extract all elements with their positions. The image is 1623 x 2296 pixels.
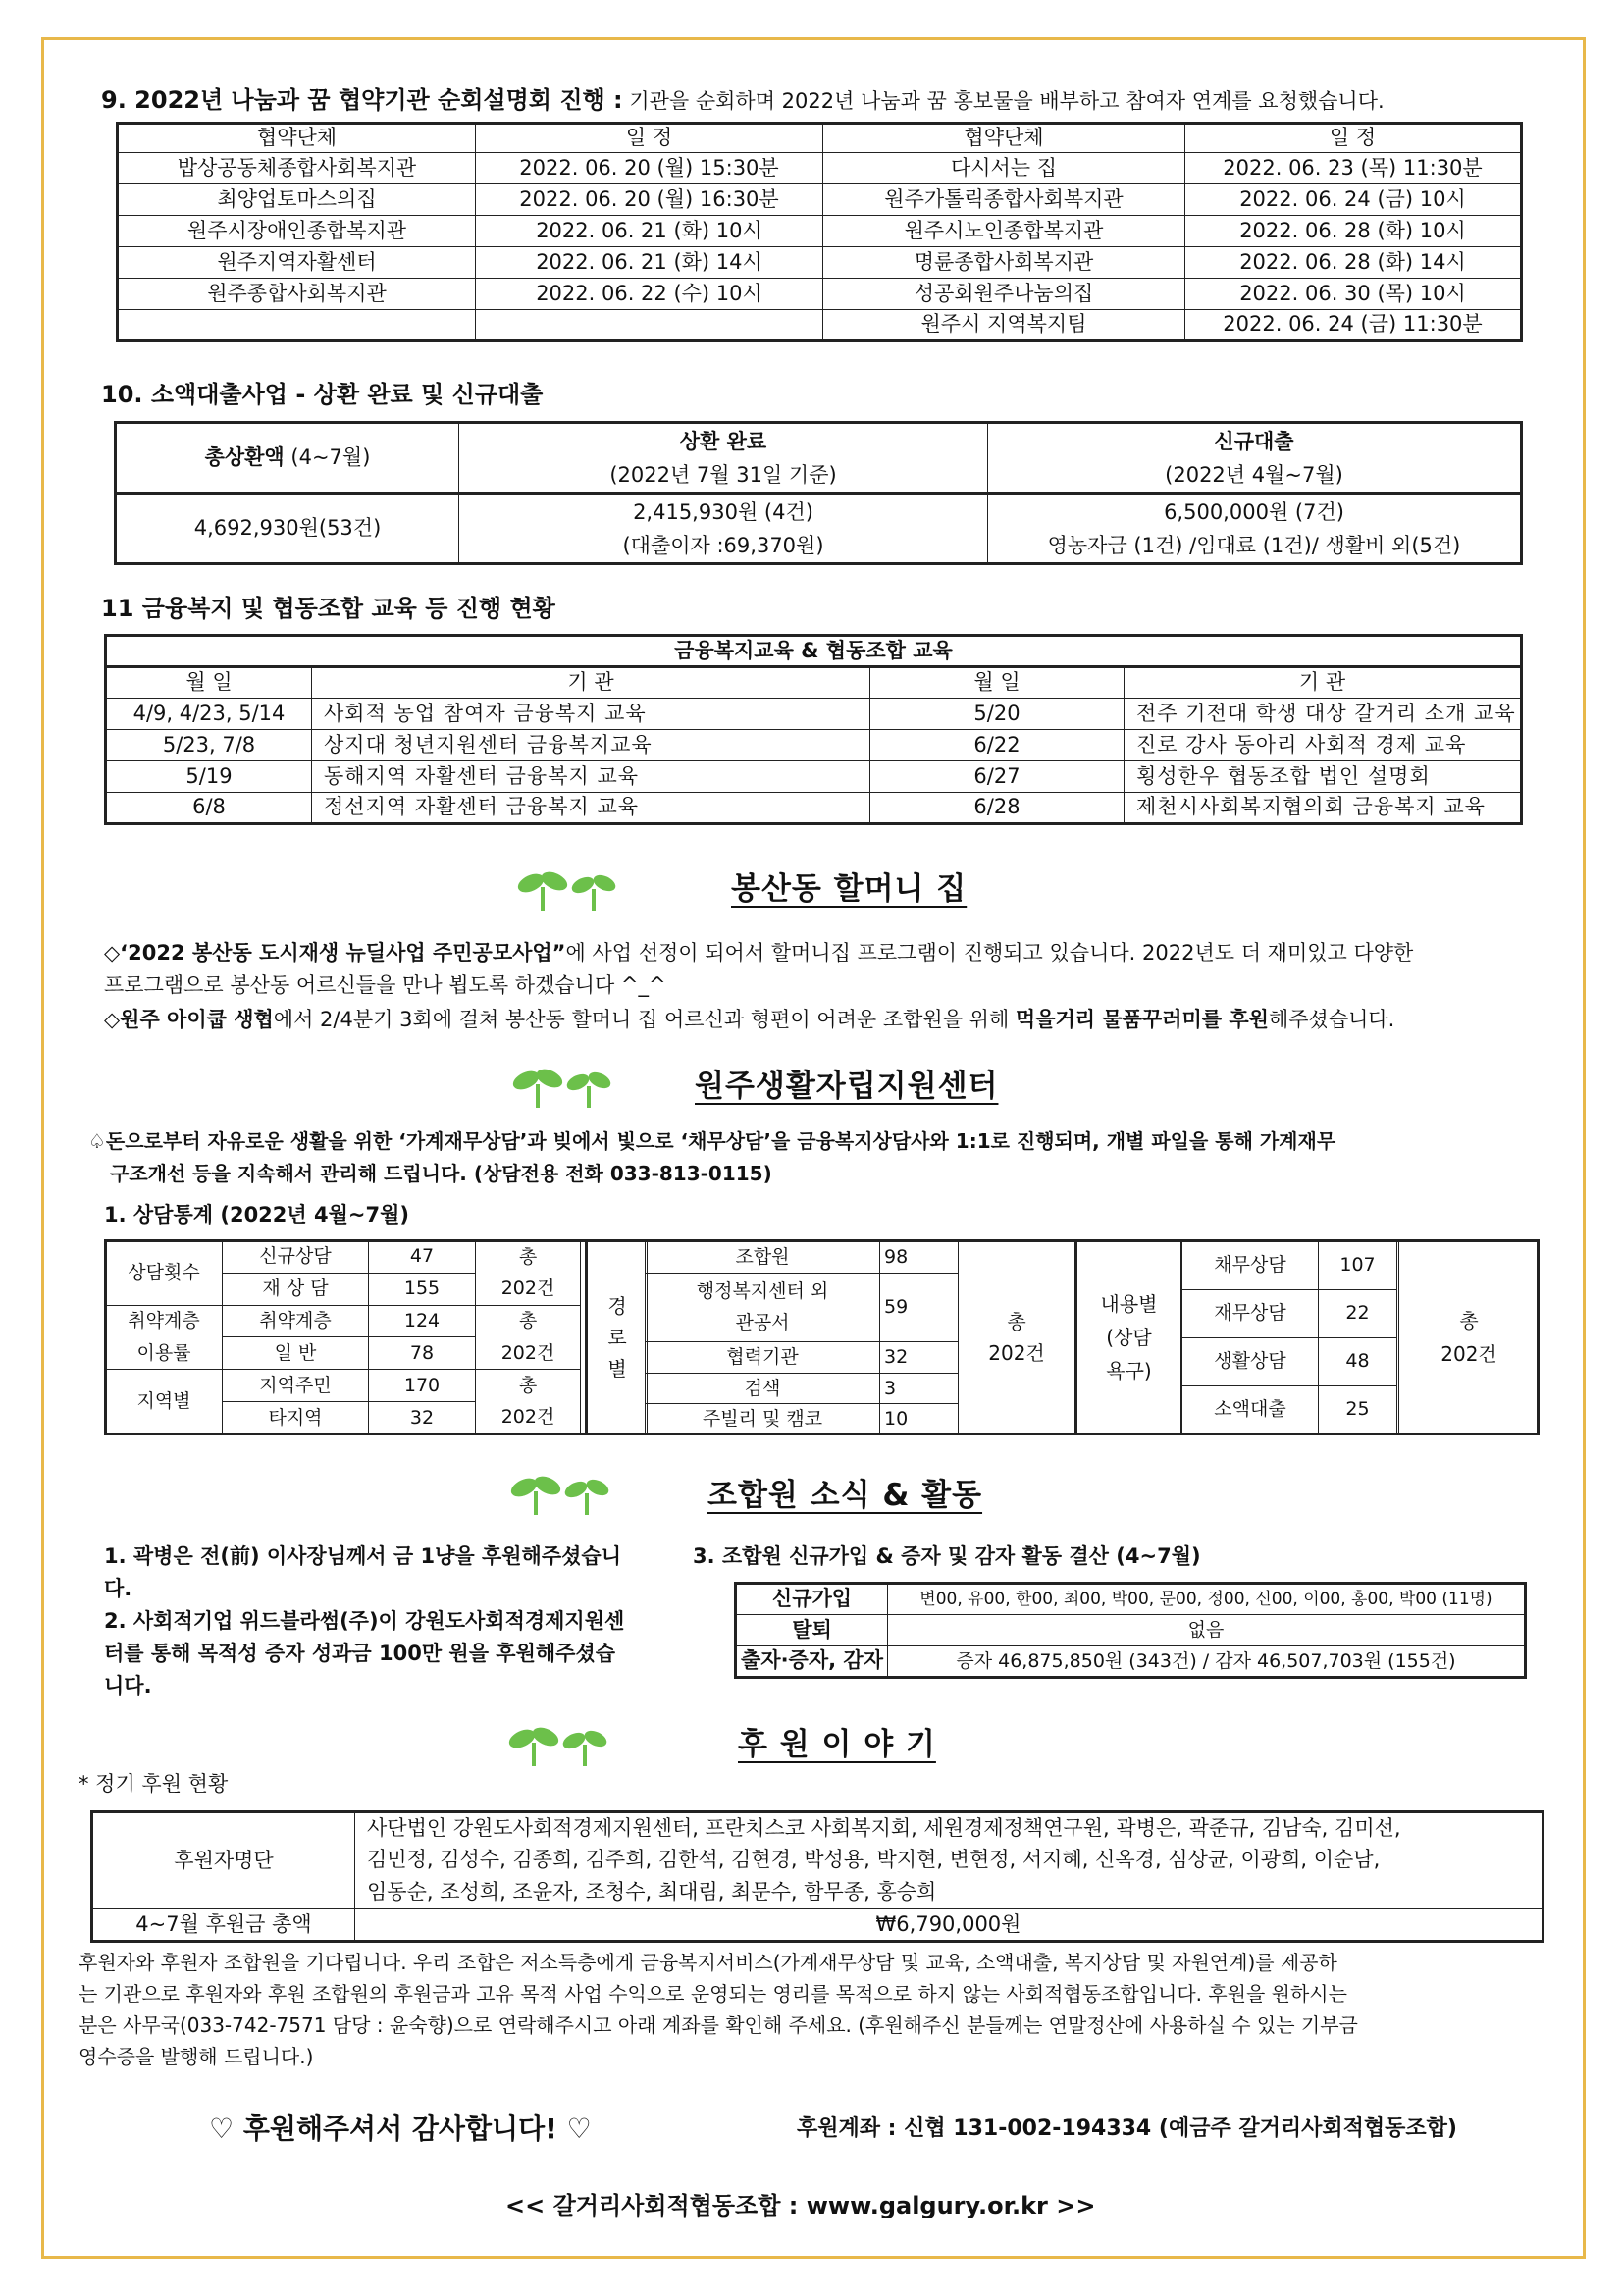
table-cell: 원주시장애인종합복지관: [118, 216, 476, 247]
table-cell: 원주지역자활센터: [118, 247, 476, 279]
table-cell: 2022. 06. 28 (화) 10시: [1185, 216, 1522, 247]
donor-line: 사단법인 강원도사회적경제지원센터, 프란치스코 사회복지회, 세원경제정책연구원, 곽병은, 곽준규, 김남숙, 김미선,: [355, 1812, 1544, 1845]
table-cell: 소액대출: [1182, 1385, 1319, 1434]
table-cell: 25: [1319, 1385, 1397, 1434]
table-cell: 검색: [646, 1374, 880, 1404]
table-cell: 2022. 06. 28 (화) 14시: [1185, 247, 1522, 279]
education-table: [104, 634, 1523, 825]
section-9-heading: 9. 2022년 나눔과 꿈 협약기관 순회설명회 진행 :: [101, 86, 623, 114]
table-cell: 6/8: [106, 793, 312, 824]
table-cell: 없음: [887, 1615, 1525, 1646]
repayment-label: 상환 완료: [679, 429, 767, 453]
group-label: 취약계층: [106, 1305, 223, 1337]
col-header: 월 일: [870, 667, 1125, 699]
total-value: 202건: [476, 1402, 581, 1434]
member-activity-title: 3. 조합원 신규가입 & 증자 및 감자 활동 결산 (4~7월): [693, 1544, 1201, 1568]
table-cell: 4/9, 4/23, 5/14: [106, 699, 312, 730]
support-heading: 후 원 이 야 기: [738, 1727, 936, 1762]
content-total: [1398, 1241, 1539, 1434]
members-heading: 조합원 소식 & 활동: [707, 1478, 983, 1513]
section-9-desc: 기관을 순회하며 2022년 나눔과 꿈 홍보물을 배부하고 참여자 연계를 요청했습니다.: [622, 89, 1385, 113]
table-cell: 3: [880, 1374, 959, 1404]
table-cell: 원주가톨릭종합사회복지관: [823, 184, 1185, 216]
food-package: 먹을거리 물품꾸러미를 후원: [1015, 1008, 1269, 1031]
table-cell: 155: [369, 1273, 476, 1305]
table-cell: 98: [880, 1241, 959, 1274]
route-group-label: [585, 1241, 648, 1434]
new-loan-header: [988, 423, 1522, 494]
col-header: 월 일: [106, 667, 312, 699]
table-cell: 5/23, 7/8: [106, 730, 312, 761]
total-value: 202건: [988, 1341, 1045, 1365]
table-cell: 2022. 06. 20 (월) 16:30분: [476, 184, 823, 216]
table-cell: 타지역: [223, 1402, 369, 1434]
agency-briefing-table: [116, 122, 1523, 342]
table-cell: 59: [880, 1274, 959, 1341]
col-header: 일 정: [476, 124, 823, 153]
news-line: 다.: [104, 1577, 132, 1600]
repayment-values: [459, 494, 988, 564]
table-cell: 횡성한우 협동조합 법인 설명회: [1125, 761, 1522, 793]
table-cell: [476, 310, 823, 341]
table-cell: 최양업토마스의집: [118, 184, 476, 216]
total-value: 202건: [1440, 1342, 1497, 1366]
table-cell: 동해지역 자활센터 금융복지 교육: [312, 761, 870, 793]
footer-website: << 갈거리사회적협동조합 : www.galgury.or.kr >>: [505, 2192, 1096, 2219]
center-intro-line-2: 구조개선 등을 지속해서 관리해 드립니다. (상담전용 전화 033-813-0115): [110, 1162, 772, 1185]
section-11-heading: 11 금융복지 및 협동조합 교육 등 진행 현황: [101, 595, 555, 622]
total-label: 총: [476, 1370, 581, 1402]
member-news: [104, 1540, 693, 1702]
table-cell: 5/19: [106, 761, 312, 793]
appeal-line: 영수증을 발행해 드립니다.): [79, 2045, 314, 2068]
section-9-title: [101, 80, 1385, 115]
table-cell: 재 상 담: [223, 1273, 369, 1305]
total-repayment-value: 4,692,930원(53건): [116, 494, 459, 564]
table-cell: 성공회원주나눔의집: [823, 279, 1185, 310]
bongsan-text: 에 사업 선정이 되어서 할머니집 프로그램이 진행되고 있습니다. 2022년도 더 재미있고 다양한: [565, 941, 1414, 965]
donor-list-label: 후원자명단: [92, 1812, 355, 1909]
total-label: 총: [1007, 1310, 1026, 1333]
table-cell: 2022. 06. 20 (월) 15:30분: [476, 153, 823, 184]
route-label-char: 로: [607, 1326, 627, 1349]
table-cell: 상지대 청년지원센터 금융복지교육: [312, 730, 870, 761]
table-cell: 변00, 유00, 한00, 최00, 박00, 문00, 정00, 신00, 이00, 홍00, 박00 (11명): [887, 1584, 1525, 1615]
table-cell: 채무상담: [1182, 1241, 1319, 1289]
total-repayment-label-cell: [116, 423, 459, 494]
table-cell: 출자·증자, 감자: [736, 1646, 888, 1678]
table-cell: 신규가입: [736, 1584, 888, 1615]
total-value: 202건: [476, 1337, 581, 1370]
new-loan-period: (2022년 4월~7월): [1165, 462, 1343, 487]
col-header: 협약단체: [118, 124, 476, 153]
table-cell: 5/20: [870, 699, 1125, 730]
table-cell: 6/27: [870, 761, 1125, 793]
sprout-icon: [506, 1715, 614, 1770]
table-cell: 2022. 06. 23 (목) 11:30분: [1185, 153, 1522, 184]
col-header: 기 관: [1125, 667, 1522, 699]
donor-line: 임동순, 조성희, 조윤자, 조청수, 최대림, 최문수, 함무종, 홍승희: [355, 1877, 1544, 1909]
total-repayment-period: (4~7월): [284, 444, 371, 469]
table-cell: 탈퇴: [736, 1615, 888, 1646]
repayment-interest: (대출이자 :69,370원): [622, 533, 824, 557]
repayment-basis: (2022년 7월 31일 기준): [609, 462, 837, 487]
table-cell: 170: [369, 1370, 476, 1402]
table-cell: 재무상담: [1182, 1289, 1319, 1337]
sprout-icon: [510, 1057, 618, 1112]
new-loan-label: 신규대출: [1214, 429, 1294, 453]
repayment-amount: 2,415,930원 (4건): [633, 499, 813, 524]
news-line: 1. 곽병은 전(前) 이사장님께서 금 1냥을 후원해주셨습니: [104, 1544, 621, 1568]
table-cell: 2022. 06. 24 (금) 10시: [1185, 184, 1522, 216]
col-header: 협약단체: [823, 124, 1185, 153]
table-cell: 조합원: [646, 1241, 880, 1274]
total-value: 202건: [476, 1273, 581, 1305]
table-cell: 32: [369, 1402, 476, 1434]
content-group-label: [1077, 1241, 1181, 1434]
content-label-line: 내용별: [1100, 1292, 1158, 1316]
table-cell: 다시서는 집: [823, 153, 1185, 184]
microloan-table: [114, 421, 1523, 565]
table-cell: 진로 강사 동아리 사회적 경제 교육: [1125, 730, 1522, 761]
education-table-title: 금융복지교육 & 협동조합 교육: [106, 636, 1522, 667]
sprout-icon: [508, 1464, 616, 1519]
regular-support-label: * 정기 후원 현황: [79, 1772, 229, 1796]
bongsan-text-2: 프로그램으로 봉산동 어르신들을 만나 뵙도록 하겠습니다 ^_^: [104, 973, 666, 997]
total-repayment-label: 총상환액: [204, 444, 285, 469]
table-cell: 48: [1319, 1337, 1397, 1385]
appeal-line: 분은 사무국(033-742-7571 담당 : 윤숙향)으로 연락해주시고 아래 계좌를 확인해 주세요. (후원해주신 분들께는 연말정산에 사용하실 수 있는 기부금: [79, 2013, 1358, 2037]
table-cell: 명륜종합사회복지관: [823, 247, 1185, 279]
table-cell: 주빌리 및 캠코: [646, 1403, 880, 1434]
table-cell: 47: [369, 1241, 476, 1273]
appeal-line: 후원자와 후원자 조합원을 기다립니다. 우리 조합은 저소득층에게 금융복지서비스(가계재무상담 및 교육, 소액대출, 복지상담 및 자원연계)를 제공하: [79, 1951, 1337, 1974]
table-cell: 증자 46,875,850원 (343건) / 감자 46,507,703원 (155건): [887, 1646, 1525, 1678]
table-cell: 사회적 농업 참여자 금융복지 교육: [312, 699, 870, 730]
bongsan-paragraph-2: [104, 1004, 1556, 1036]
new-loan-detail: 영농자금 (1건) /임대료 (1건)/ 생활비 외(5건): [1047, 533, 1461, 557]
table-cell: 신규상담: [223, 1241, 369, 1273]
icoop-name: 원주 아이쿱 생협: [120, 1008, 274, 1031]
member-activity-table: [734, 1582, 1527, 1679]
total-label: 총: [476, 1305, 581, 1337]
table-cell: 원주시노인종합복지관: [823, 216, 1185, 247]
route-label-char: 경: [607, 1294, 627, 1318]
bongsan-paragraph-1: [104, 937, 1546, 1002]
table-cell: 124: [369, 1305, 476, 1337]
content-label-line: (상담: [1106, 1326, 1152, 1349]
consultation-count-table: [106, 1241, 581, 1434]
col-header: 기 관: [312, 667, 870, 699]
donation-total-label: 4~7월 후원금 총액: [92, 1909, 355, 1942]
table-cell: [118, 310, 476, 341]
table-cell: 협력기관: [646, 1341, 880, 1374]
table-cell: 밥상공동체종합사회복지관: [118, 153, 476, 184]
table-cell: 전주 기전대 학생 대상 갈거리 소개 교육: [1125, 699, 1522, 730]
table-cell: 6/22: [870, 730, 1125, 761]
table-cell: 2022. 06. 22 (수) 10시: [476, 279, 823, 310]
table-cell: 2022. 06. 30 (목) 10시: [1185, 279, 1522, 310]
route-table: [645, 1241, 959, 1434]
group-label: 지역별: [106, 1370, 223, 1434]
bongsan-heading: 봉산동 할머니 집: [731, 871, 968, 907]
col-header: 일 정: [1185, 124, 1522, 153]
bongsan-text-3: 에서 2/4분기 3회에 걸쳐 봉산동 할머니 집 어르신과 형편이 어려운 조합원을 위해: [273, 1008, 1016, 1031]
donation-total-value: ₩6,790,000원: [355, 1909, 1544, 1942]
support-appeal: [79, 1947, 1550, 2072]
table-cell: 원주시 지역복지팀: [823, 310, 1185, 341]
table-cell: 22: [1319, 1289, 1397, 1337]
bongsan-text-4: 해주셨습니다.: [1268, 1008, 1395, 1031]
center-heading: 원주생활자립지원센터: [695, 1069, 999, 1104]
table-cell: 107: [1319, 1241, 1397, 1289]
diamond-bullet: ◇: [104, 1008, 121, 1031]
donation-account: 후원계좌 : 신협 131-002-194334 (예금주 갈거리사회적협동조합): [797, 2116, 1457, 2141]
table-cell: 10: [880, 1403, 959, 1434]
table-cell: 78: [369, 1337, 476, 1370]
table-cell: 32: [880, 1341, 959, 1374]
table-cell: 6/28: [870, 793, 1125, 824]
donor-table: [90, 1810, 1544, 1943]
sprout-icon: [515, 860, 623, 914]
bongsan-project-name: ‘2022 봉산동 도시재생 뉴딜사업 주민공모사업”: [120, 941, 566, 965]
center-intro: [88, 1125, 1560, 1190]
appeal-line: 는 기관으로 후원자와 후원 조합원의 후원금과 고유 목적 사업 수익으로 운영되는 영리를 목적으로 하지 않는 사회적협동조합입니다. 후원을 원하시는: [79, 1982, 1347, 2006]
content-table: [1181, 1241, 1397, 1434]
donor-line: 김민정, 김성수, 김종희, 김주희, 김한석, 김현경, 박성용, 박지현, 변현정, 서지혜, 신옥경, 심상균, 이광희, 이순남,: [355, 1845, 1544, 1877]
diamond-bullet: ◇: [104, 941, 121, 965]
section-10-heading: 10. 소액대출사업 - 상환 완료 및 신규대출: [101, 381, 544, 408]
table-cell: 일 반: [223, 1337, 369, 1370]
group-label: 상담횟수: [106, 1241, 223, 1305]
total-label: 총: [476, 1241, 581, 1273]
table-cell: 제천시사회복지협의회 금융복지 교육: [1125, 793, 1522, 824]
table-cell: 원주종합사회복지관: [118, 279, 476, 310]
table-cell: 2022. 06. 24 (금) 11:30분: [1185, 310, 1522, 341]
stats-title: 1. 상담통계 (2022년 4월~7월): [104, 1203, 409, 1226]
news-line: 2. 사회적기업 위드블라썸(주)이 강원도사회적경제지원센: [104, 1609, 625, 1633]
thanks-message: ♡ 후원해주셔서 감사합니다! ♡: [209, 2113, 592, 2145]
route-total: [959, 1241, 1077, 1434]
table-cell: 생활상담: [1182, 1337, 1319, 1385]
new-loan-amount: 6,500,000원 (7건): [1164, 499, 1344, 524]
table-cell: 행정복지센터 외 관공서: [646, 1274, 880, 1341]
table-cell: 지역주민: [223, 1370, 369, 1402]
news-line: 터를 통해 목적성 증자 성과금 100만 원을 후원해주셨습: [104, 1642, 616, 1665]
repayment-header: [459, 423, 988, 494]
center-intro-line-1: ♤돈으로부터 자유로운 생활을 위한 ‘가계재무상담’과 빚에서 빛으로 ‘채무상담’을 금융복지상담사와 1:1로 진행되며, 개별 파일을 통해 가계재무: [88, 1129, 1336, 1153]
table-cell: 2022. 06. 21 (화) 14시: [476, 247, 823, 279]
table-cell: 2022. 06. 21 (화) 10시: [476, 216, 823, 247]
news-line: 니다.: [104, 1674, 152, 1697]
route-label-char: 별: [607, 1357, 627, 1381]
content-label-line: 욕구): [1106, 1359, 1152, 1383]
table-cell: 정선지역 자활센터 금융복지 교육: [312, 793, 870, 824]
group-label: 이용률: [106, 1337, 223, 1370]
table-cell: 취약계층: [223, 1305, 369, 1337]
new-loan-values: [988, 494, 1522, 564]
total-label: 총: [1459, 1309, 1479, 1332]
